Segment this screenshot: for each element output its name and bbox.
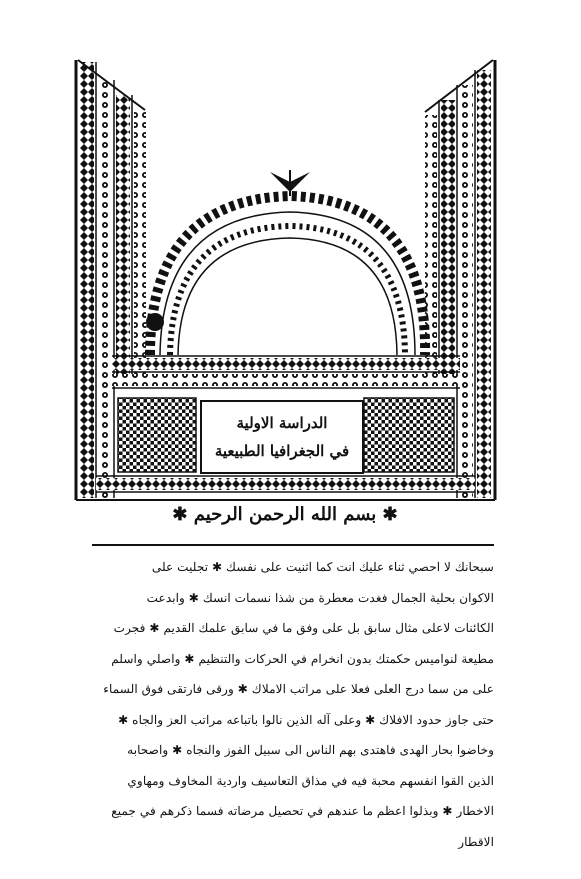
title-panel xyxy=(200,400,364,474)
body-line: حتى جاوز حدود الافلاك ✱ وعلى آله الذين نالوا باتباعه مراتب العز والجاه ✱ xyxy=(118,712,494,727)
body-line: سبحانك لا احصي ثناء عليك انت كما اثنيت على نفسك ✱ تجليت على xyxy=(151,560,494,574)
body-line: الاخطار ✱ وبذلوا اعظم ما عندهم في تحصيل مرضاته فسما ذكرهم في جميع xyxy=(111,804,494,818)
body-line: مطيعة لنواميس حكمتك بدون انخرام في الحركات والتنظيم ✱ واصلي واسلم xyxy=(111,651,494,666)
text-top-rule xyxy=(92,544,494,546)
right-checker-panel xyxy=(364,398,454,472)
title-line-2: في الجغرافيا الطبيعية xyxy=(214,442,350,460)
body-text xyxy=(90,552,494,857)
basmala: ✱ بسم الله الرحمن الرحيم ✱ xyxy=(172,504,398,525)
body-line: الاكوان بحلية الجمال فغدت معطرة من شذا نسمات انسك ✱ وابدعت xyxy=(146,590,494,605)
horizontal-band xyxy=(112,356,460,388)
left-checker-panel xyxy=(118,398,196,472)
bottom-band xyxy=(76,476,495,500)
body-line: وخاضوا بحار الهدى فاهتدى بهم الناس الى سبيل الفوز والنجاه ✱ واصحابه xyxy=(127,743,494,757)
body-line: الكائنات لاعلى مثال سابق بل على وفق ما في سابق علمك القديم ✱ فجرت xyxy=(113,621,494,635)
title-line-1: الدراسة الاولية xyxy=(236,414,328,432)
body-line: على من سما درج العلى فعلا على مراتب الاملاك ✱ ورقى فارتقى فوق السماء xyxy=(103,682,494,696)
arch-ornament xyxy=(146,170,425,355)
body-line: الذين القوا انفسهم محبة فيه في مذاق التعاسيف واردية المخاوف ومهاوي xyxy=(127,773,494,788)
body-line: الاقطار xyxy=(458,834,494,849)
